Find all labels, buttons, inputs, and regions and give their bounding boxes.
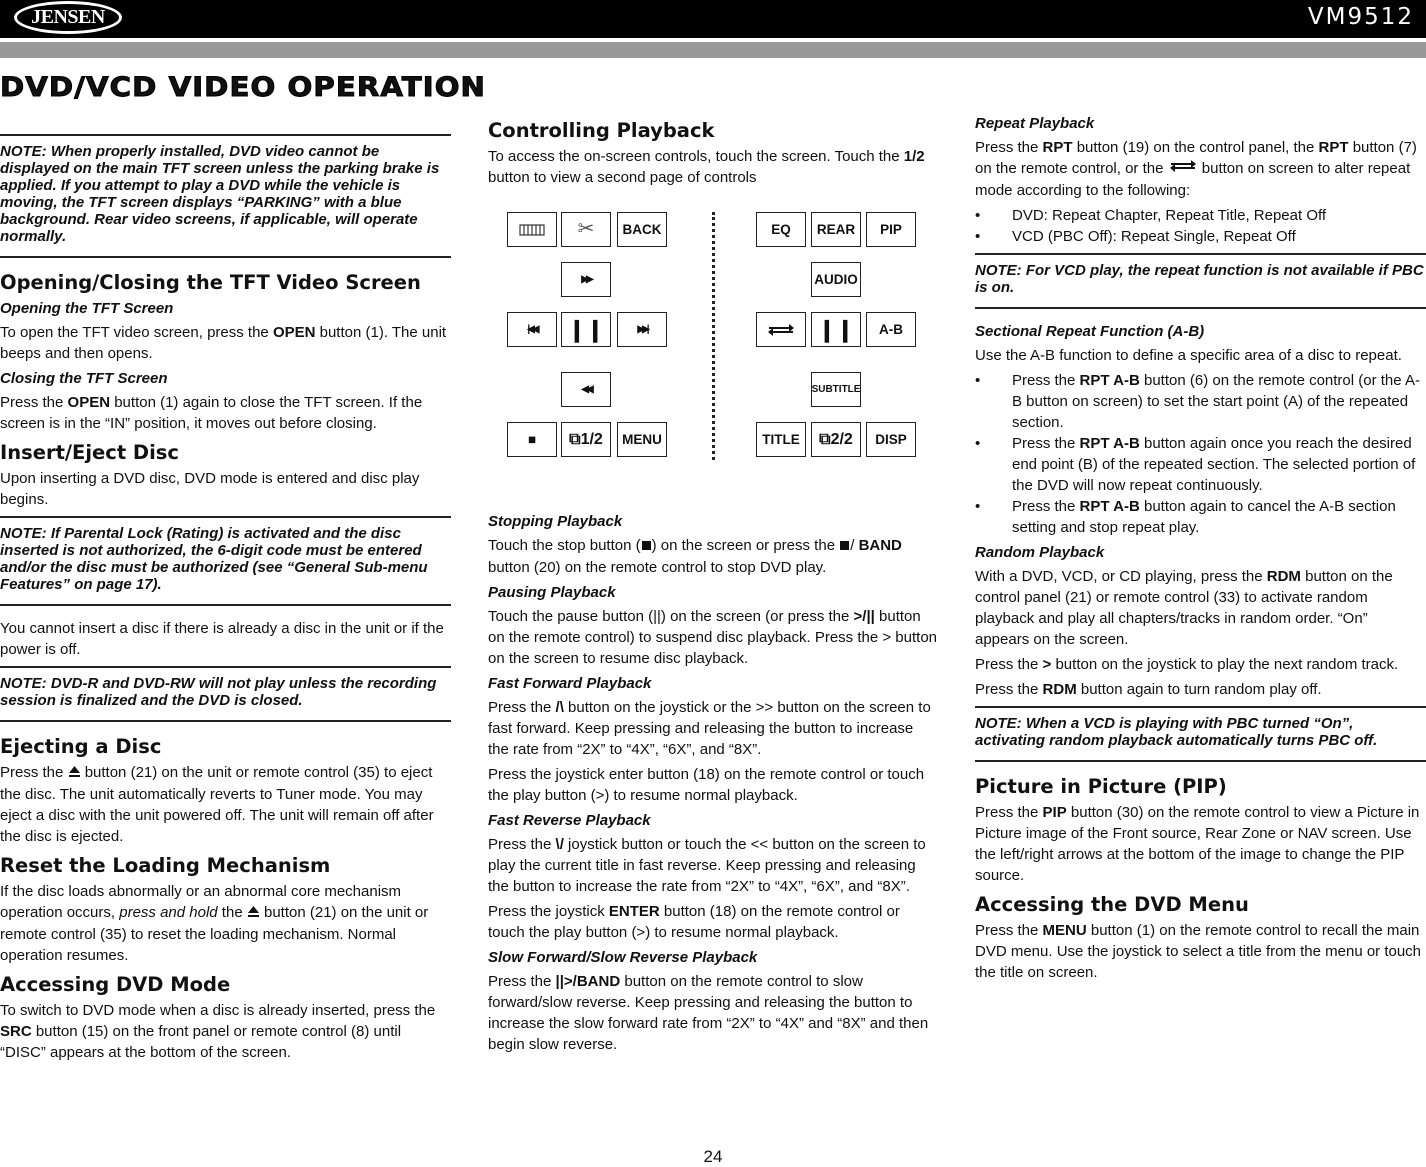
text-run: button to view a second page of controls bbox=[488, 169, 757, 186]
repeat-button[interactable] bbox=[756, 312, 806, 347]
text-run: VCD (PBC Off): Repeat Single, Repeat Off bbox=[1012, 228, 1296, 245]
bold-term: SRC bbox=[0, 1023, 32, 1040]
paragraph bbox=[0, 392, 451, 434]
section-heading bbox=[0, 440, 451, 466]
text-run: Touch the pause button (||) on the screen (or press the bbox=[488, 608, 854, 625]
note-box bbox=[0, 516, 451, 606]
subsection-heading bbox=[975, 113, 1426, 134]
text-run: / bbox=[850, 537, 859, 554]
paragraph bbox=[0, 881, 451, 966]
text-run: button again to cancel the A-B section setting and stop repeat play. bbox=[1012, 498, 1396, 536]
text-run: Pausing Playback bbox=[488, 584, 616, 601]
paragraph bbox=[488, 535, 938, 578]
text-run: Press the bbox=[1012, 372, 1080, 389]
bold-term: RDM bbox=[1042, 681, 1077, 698]
text-run: button (21) on the unit or remote control (35) to eject the disc. The unit automatically reverts to Tuner mode. You may eject a disc with the unit powered off. The unit will remain off after the disc is ejected. bbox=[0, 764, 434, 845]
subsection-heading bbox=[488, 582, 938, 603]
subsection-heading bbox=[488, 673, 938, 694]
list-item bbox=[975, 496, 1426, 538]
audio-button[interactable]: AUDIO bbox=[811, 262, 861, 297]
column-2 bbox=[488, 112, 938, 1059]
text-run: Slow Forward/Slow Reverse Playback bbox=[488, 949, 758, 966]
repeat-icon bbox=[1168, 158, 1198, 180]
text-run: Press the joystick bbox=[488, 903, 609, 920]
eq-button[interactable]: EQ bbox=[756, 212, 806, 247]
text-run: button (20) on the remote control to stop DVD play. bbox=[488, 559, 827, 576]
header-bar bbox=[0, 0, 1426, 38]
rewind-button[interactable]: ◀◀ bbox=[561, 372, 611, 407]
stop-icon bbox=[641, 536, 652, 557]
paragraph bbox=[0, 618, 451, 660]
section-heading bbox=[0, 270, 451, 296]
text-run: To open the TFT video screen, press the bbox=[0, 324, 273, 341]
keypad-icon bbox=[519, 224, 545, 236]
text-run: button on the remote control to slow forward/slow reverse. Keep pressing and releasing the button to increase the slow forward rate from “2X” to “4X” and “8X” and then begin slow reverse. bbox=[488, 973, 929, 1053]
text-run: Closing the TFT Screen bbox=[0, 370, 168, 387]
paragraph bbox=[975, 679, 1426, 700]
back-button[interactable]: BACK bbox=[617, 212, 667, 247]
text-run: To switch to DVD mode when a disc is already inserted, press the bbox=[0, 1002, 436, 1019]
subsection-heading bbox=[488, 511, 938, 532]
bold-term: OPEN bbox=[272, 324, 316, 341]
text-run: Press the bbox=[975, 804, 1043, 821]
bold-term: OPEN bbox=[67, 394, 111, 411]
text-run: Press the bbox=[0, 394, 68, 411]
text-run: Press the bbox=[0, 764, 68, 781]
paragraph bbox=[488, 606, 938, 669]
subsection-heading bbox=[975, 321, 1426, 342]
text-run: joystick button or touch the << button on the screen to play the current title in fast reverse. Keep pressing and releasing the button to increase the rate from “2X” to “4X”, “6X”, and “8X”. bbox=[488, 836, 926, 895]
text-run: Press the bbox=[488, 973, 556, 990]
text-run: Repeat Playback bbox=[975, 115, 1095, 132]
section-heading bbox=[0, 734, 451, 760]
paragraph bbox=[0, 322, 451, 364]
text-run: button on the joystick or the >> button on the screen to fast forward. Keep pressing and releasing the button to increase the rate from “2X” to “4X”, “6X”, and “8X”. bbox=[488, 699, 931, 758]
paragraph bbox=[975, 802, 1426, 886]
section-heading bbox=[488, 118, 938, 144]
text-run: Random Playback bbox=[975, 544, 1105, 561]
pip-button[interactable]: PIP bbox=[866, 212, 916, 247]
bold-term: RPT A-B bbox=[1079, 498, 1140, 515]
text-run: With a DVD, VCD, or CD playing, press the bbox=[975, 568, 1267, 585]
stop-button[interactable]: ■ bbox=[507, 422, 557, 457]
bold-term: 1/2 bbox=[903, 148, 925, 165]
italic-term: press and hold bbox=[119, 904, 218, 921]
bold-term: /\ bbox=[555, 699, 564, 716]
text-run: the bbox=[217, 904, 247, 921]
text-run: button on the joystick to play the next random track. bbox=[1051, 656, 1399, 673]
text-run: Press the joystick enter button (18) on the remote control or touch the play button (>) to resume normal playback. bbox=[488, 766, 925, 804]
subsection-heading bbox=[488, 810, 938, 831]
section-heading bbox=[975, 774, 1426, 800]
divider-bar bbox=[0, 42, 1426, 58]
settings-icon: ✂ bbox=[577, 218, 595, 240]
text-run: Press the bbox=[488, 836, 556, 853]
pause-button[interactable]: ❙❙ bbox=[561, 312, 611, 347]
page-divider bbox=[712, 212, 715, 460]
note-box bbox=[0, 666, 451, 722]
text-run: NOTE: If Parental Lock (Rating) is activated and the disc inserted is not authorized, the 6-digit code must be entered and/or the disc must be authorized (see “General Sub-menu Features” on page 17). bbox=[0, 525, 428, 593]
section-heading bbox=[975, 892, 1426, 918]
paragraph bbox=[488, 834, 938, 897]
text-run: Controlling Playback bbox=[488, 119, 715, 142]
column-1 bbox=[0, 128, 451, 1067]
text-run: button (7) on the remote control, or the bbox=[975, 139, 1417, 177]
text-run: button again once you reach the desired end point (B) of the repeated section. The selected portion of the DVD will now repeat continuously. bbox=[1012, 435, 1416, 494]
text-run: Picture in Picture (PIP) bbox=[975, 775, 1227, 798]
a-b-button[interactable]: A-B bbox=[866, 312, 916, 347]
text-run: You cannot insert a disc if there is already a disc in the unit or if the power is off. bbox=[0, 620, 444, 658]
page-button[interactable]: ⧉2/2 bbox=[811, 422, 861, 457]
jensen-logo: JENSEN bbox=[14, 1, 122, 34]
text-run: DVD: Repeat Chapter, Repeat Title, Repeat Off bbox=[1012, 207, 1327, 224]
fast-forward-button[interactable]: ▶▶ bbox=[561, 262, 611, 297]
paragraph bbox=[488, 697, 938, 760]
bold-term: RPT A-B bbox=[1079, 372, 1140, 389]
text-run: Use the A-B function to define a specific area of a disc to repeat. bbox=[975, 347, 1402, 364]
subsection-heading bbox=[0, 368, 451, 389]
next-button[interactable]: ▶▶| bbox=[617, 312, 667, 347]
text-run: button on the control panel (21) or remote control (33) to activate random playback and play all chapters/tracks in random order. “On” appears on the screen. bbox=[975, 568, 1393, 648]
text-run: Insert/Eject Disc bbox=[0, 441, 179, 464]
bullet-list bbox=[975, 205, 1426, 247]
text-run: button on the remote control) to suspend disc playback. Press the > button on the screen to resume disc playback. bbox=[488, 608, 938, 667]
previous-button[interactable]: |◀◀ bbox=[507, 312, 557, 347]
menu-button[interactable]: MENU bbox=[617, 422, 667, 457]
subsection-heading bbox=[488, 947, 938, 968]
text-run: ) on the screen or press the bbox=[651, 537, 840, 554]
text-run: button (18) on the remote control or touch the play button (>) to resume normal playback. bbox=[488, 903, 900, 941]
column-3 bbox=[975, 112, 1426, 987]
paragraph bbox=[0, 762, 451, 847]
text-run: Reset the Loading Mechanism bbox=[0, 854, 331, 877]
bold-term: > bbox=[1042, 656, 1052, 673]
paragraph bbox=[0, 468, 451, 510]
disp-button[interactable]: DISP bbox=[866, 422, 916, 457]
list-item bbox=[975, 205, 1426, 226]
bold-term: >/|| bbox=[853, 608, 875, 625]
text-run: Opening the TFT Screen bbox=[0, 300, 174, 317]
list-item bbox=[975, 433, 1426, 496]
bold-term: RPT bbox=[1318, 139, 1349, 156]
bold-term: BAND bbox=[858, 537, 902, 554]
text-run: If the disc loads abnormally or an abnormal core mechanism operation occurs, bbox=[0, 883, 402, 921]
settings-button[interactable] bbox=[561, 212, 611, 247]
note-box bbox=[0, 134, 451, 258]
text-run: Press the bbox=[975, 139, 1043, 156]
text-run: Fast Reverse Playback bbox=[488, 812, 651, 829]
paragraph bbox=[975, 137, 1426, 201]
text-run: NOTE: When properly installed, DVD video cannot be displayed on the main TFT screen unless the parking brake is applied. If you attempt to play a DVD while the vehicle is moving, the TFT screen displays “PARKING” with a blue background. Rear video screens, if applicable, will operate normally. bbox=[0, 143, 440, 245]
bold-term: ENTER bbox=[608, 903, 660, 920]
title-button[interactable]: TITLE bbox=[756, 422, 806, 457]
text-run: button (21) on the unit or remote control (35) to reset the loading mechanism. Normal operation resumes. bbox=[0, 904, 429, 964]
text-run: NOTE: DVD-R and DVD-RW will not play unless the recording session is finalized and the DVD is closed. bbox=[0, 675, 437, 709]
section-heading bbox=[0, 972, 451, 998]
text-run: Sectional Repeat Function (A-B) bbox=[975, 323, 1205, 340]
bold-term: RDM bbox=[1266, 568, 1301, 585]
note-box bbox=[975, 706, 1426, 762]
text-run: button (6) on the remote control (or the A-B button on screen) to set the start point (A) of the repeated section. bbox=[1012, 372, 1420, 431]
text-run: Press the bbox=[975, 922, 1043, 939]
page-title: DVD/VCD VIDEO OPERATION bbox=[0, 72, 487, 103]
paragraph bbox=[0, 1000, 451, 1063]
list-item bbox=[975, 226, 1426, 247]
bold-term: \/ bbox=[555, 836, 564, 853]
text-run: button again to turn random play off. bbox=[1076, 681, 1322, 698]
text-run: button (19) on the control panel, the bbox=[1072, 139, 1319, 156]
text-run: Upon inserting a DVD disc, DVD mode is entered and disc play begins. bbox=[0, 470, 420, 508]
subsection-heading bbox=[0, 298, 451, 319]
text-run: Accessing the DVD Menu bbox=[975, 893, 1249, 916]
rear-button[interactable]: REAR bbox=[811, 212, 861, 247]
bold-term: PIP bbox=[1042, 804, 1067, 821]
text-run: Opening/Closing the TFT Video Screen bbox=[0, 271, 421, 294]
paragraph bbox=[488, 146, 938, 188]
text-run: NOTE: For VCD play, the repeat function is not available if PBC is on. bbox=[975, 262, 1424, 296]
onscreen-controls-diagram bbox=[488, 192, 938, 510]
bold-term: RPT bbox=[1042, 139, 1073, 156]
paragraph bbox=[488, 971, 938, 1055]
paragraph bbox=[975, 920, 1426, 983]
text-run: button (1) again to close the TFT screen. If the screen is in the “IN” position, it moves out before closing. bbox=[0, 394, 423, 432]
paragraph bbox=[488, 901, 938, 943]
pause-button[interactable]: ❙❙ bbox=[811, 312, 861, 347]
text-run: To access the on-screen controls, touch the screen. Touch the bbox=[488, 148, 904, 165]
bold-term: RPT A-B bbox=[1079, 435, 1140, 452]
bold-term: ||>/BAND bbox=[555, 973, 621, 990]
text-run: NOTE: When a VCD is playing with PBC turned “On”, activating random playback automatically turns PBC off. bbox=[975, 715, 1378, 749]
text-run: button (15) on the front panel or remote control (8) until “DISC” appears at the bottom of the screen. bbox=[0, 1023, 402, 1061]
bold-term: MENU bbox=[1042, 922, 1087, 939]
text-run: Stopping Playback bbox=[488, 513, 623, 530]
list-item bbox=[975, 370, 1426, 433]
eject-icon bbox=[247, 903, 260, 924]
subsection-heading bbox=[975, 542, 1426, 563]
paragraph bbox=[975, 654, 1426, 675]
page-button[interactable]: ⧉1/2 bbox=[561, 422, 611, 457]
stop-icon bbox=[839, 536, 850, 557]
note-box bbox=[975, 253, 1426, 309]
text-run: Press the bbox=[975, 656, 1043, 673]
paragraph bbox=[488, 764, 938, 806]
paragraph bbox=[975, 566, 1426, 650]
page-number: 24 bbox=[703, 1147, 723, 1166]
text-run: Press the bbox=[488, 699, 556, 716]
text-run: Press the bbox=[975, 681, 1043, 698]
eject-icon bbox=[68, 763, 81, 784]
text-run: Accessing DVD Mode bbox=[0, 973, 231, 996]
text-run: Ejecting a Disc bbox=[0, 735, 162, 758]
subtitle-button[interactable]: SUBTITLE bbox=[811, 372, 861, 407]
text-run: Touch the stop button ( bbox=[488, 537, 641, 554]
text-run: button on screen to alter repeat mode according to the following: bbox=[975, 160, 1411, 199]
text-run: Fast Forward Playback bbox=[488, 675, 652, 692]
text-run: button (1) on the remote control to recall the main DVD menu. Use the joystick to select a title from the menu or touch the title on screen. bbox=[975, 922, 1422, 981]
paragraph bbox=[975, 345, 1426, 366]
keypad-button[interactable] bbox=[507, 212, 557, 247]
model-number: VM9512 bbox=[1307, 4, 1414, 30]
text-run: button (30) on the remote control to view a Picture in Picture image of the Front source, Rear Zone or NAV screen. Use the left/right arrows at the bottom of the image to change the PIP source. bbox=[975, 804, 1420, 884]
text-run: Press the bbox=[1012, 435, 1080, 452]
section-heading bbox=[0, 853, 451, 879]
bullet-list bbox=[975, 370, 1426, 538]
text-run: button (1). The unit beeps and then opens. bbox=[0, 324, 447, 362]
text-run: Press the bbox=[1012, 498, 1080, 515]
